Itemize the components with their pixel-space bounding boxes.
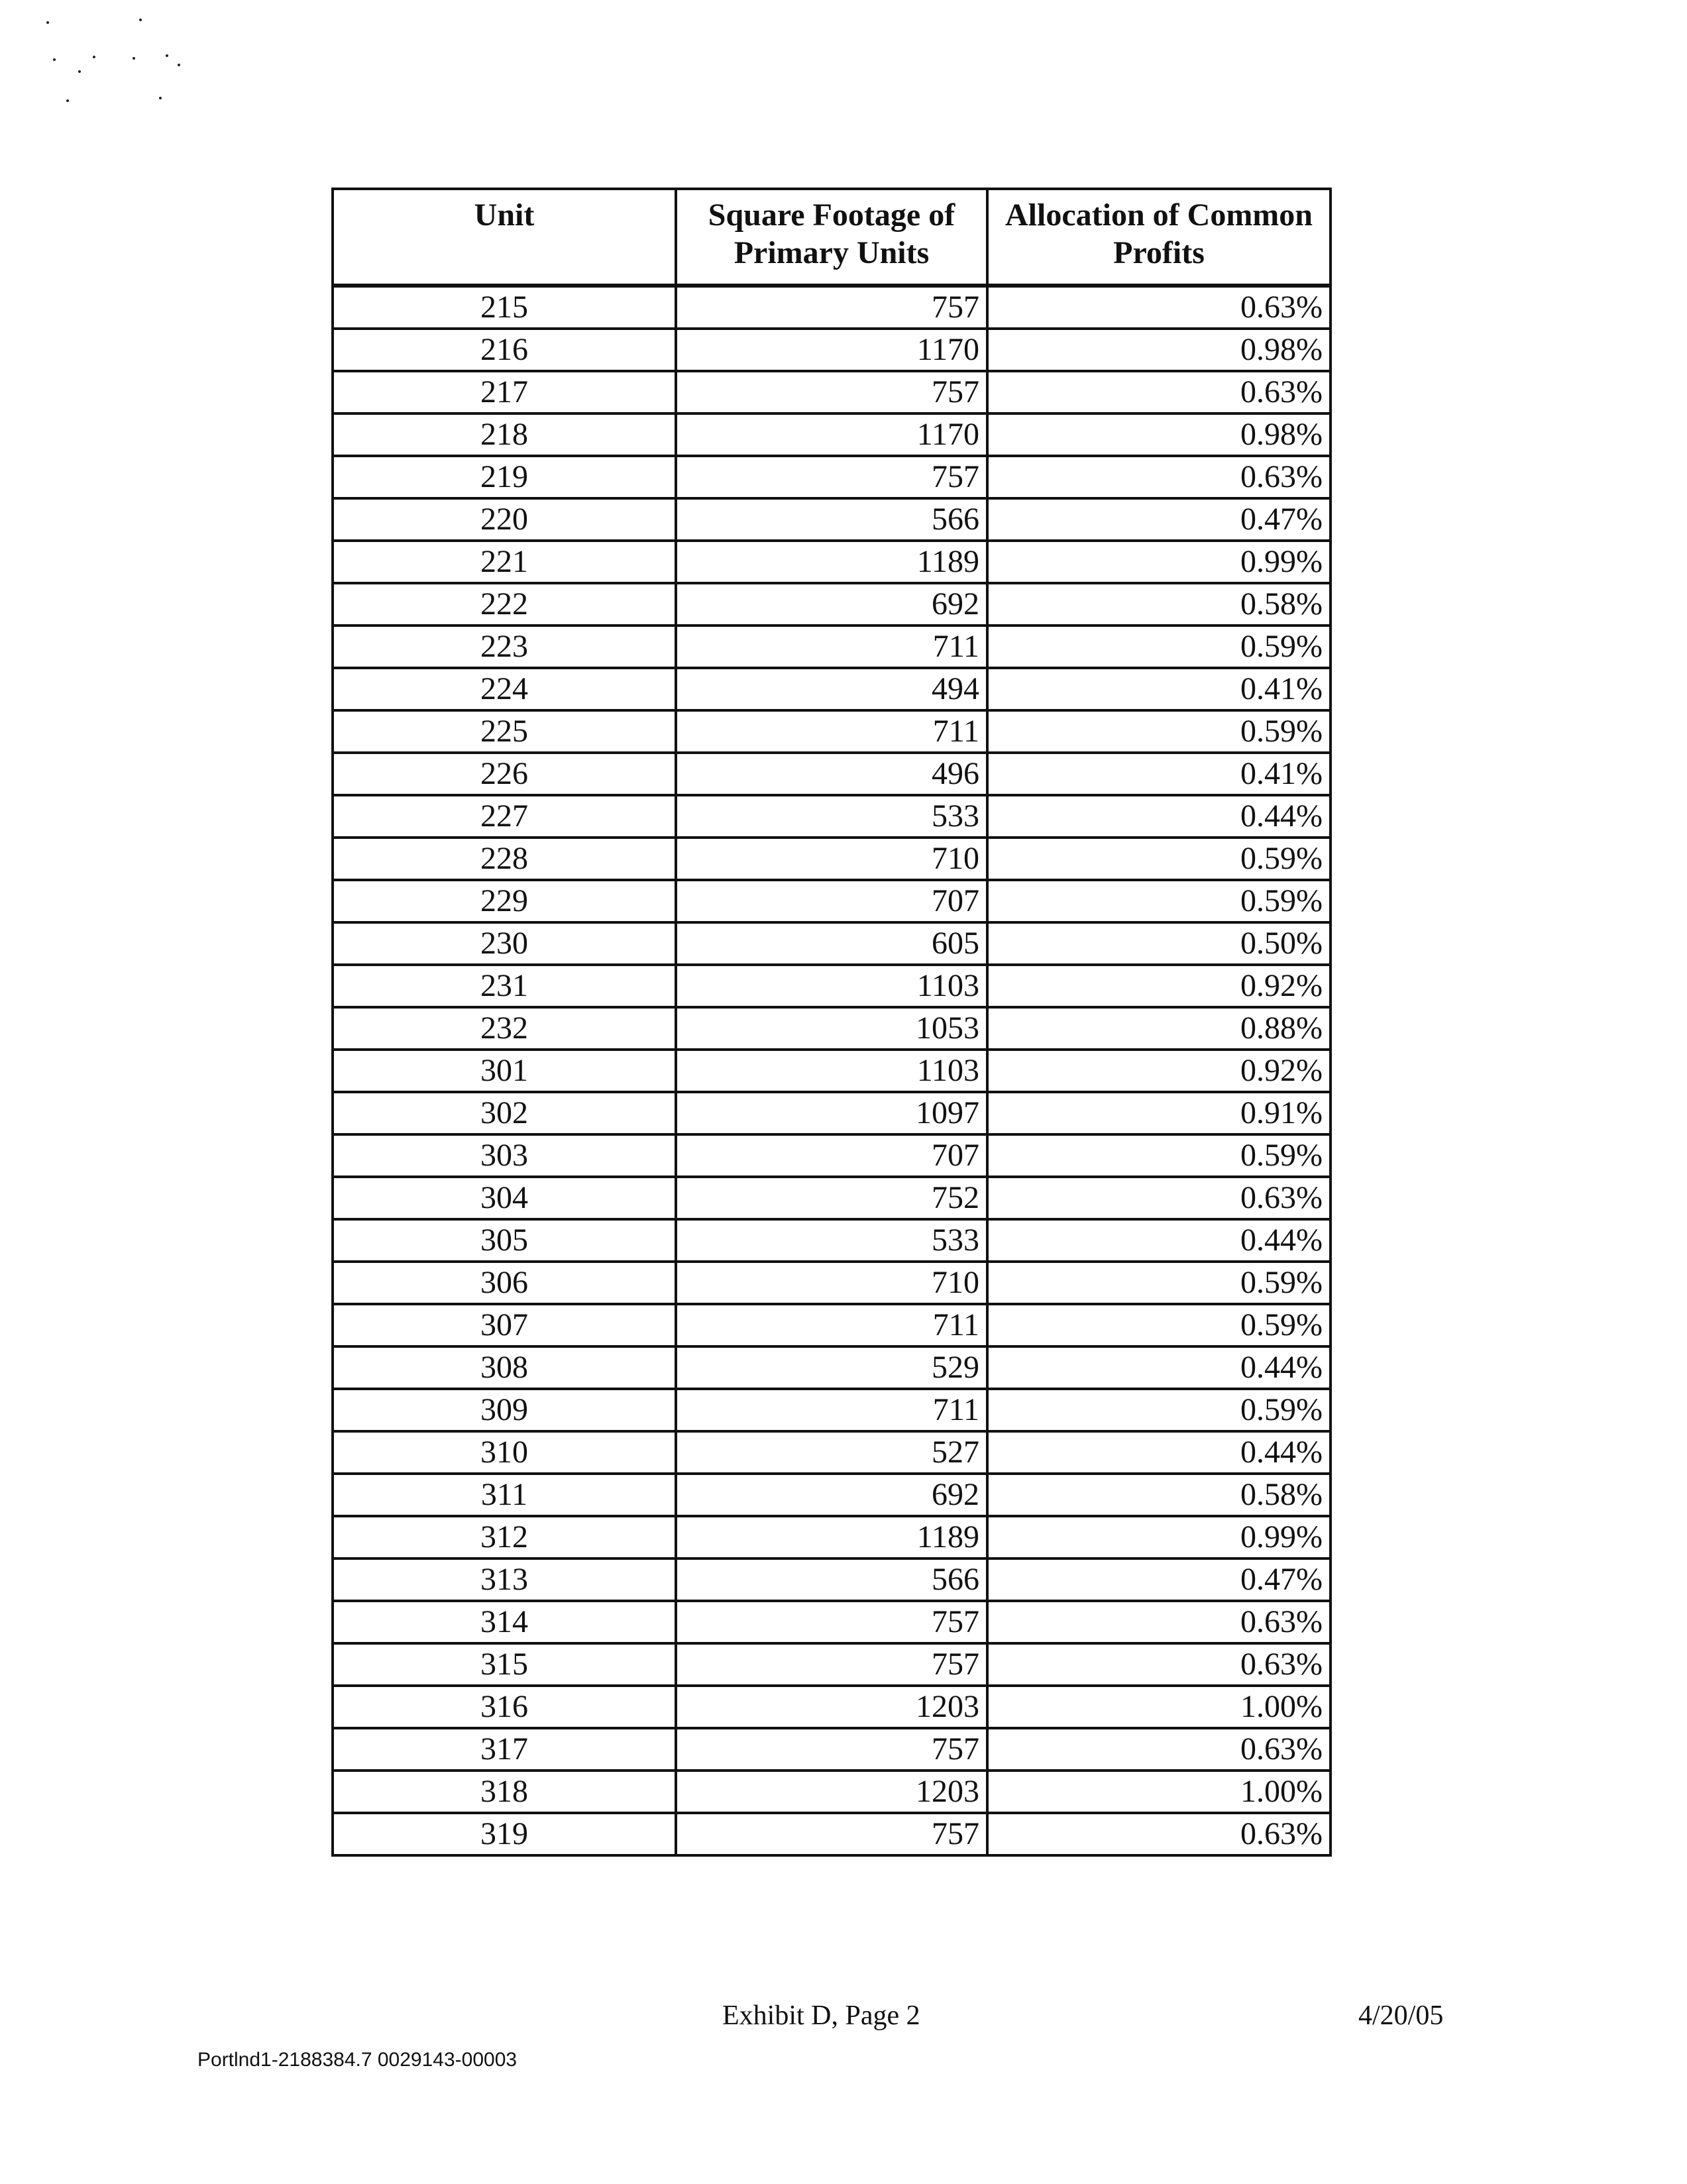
scan-speck xyxy=(166,54,168,57)
unit-cell: 316 xyxy=(333,1686,676,1728)
table-row xyxy=(333,1304,1331,1346)
allocation-percent-cell: 0.58% xyxy=(987,1474,1331,1516)
allocation-percent-cell: 0.98% xyxy=(987,413,1331,456)
square-footage-cell: 1170 xyxy=(676,329,987,371)
scan-speck xyxy=(159,97,162,99)
table-row xyxy=(333,880,1331,922)
square-footage-cell: 692 xyxy=(676,1474,987,1516)
allocation-percent-cell: 0.59% xyxy=(987,1304,1331,1346)
allocation-percent-cell: 0.41% xyxy=(987,753,1331,795)
allocation-percent-cell: 0.44% xyxy=(987,1346,1331,1389)
unit-cell: 219 xyxy=(333,456,676,498)
table-row xyxy=(333,1389,1331,1431)
table-row xyxy=(333,1050,1331,1092)
scan-speck xyxy=(133,57,135,60)
table-header-row xyxy=(333,189,1331,286)
table-row xyxy=(333,456,1331,498)
header-alloc-line2: Profits xyxy=(1113,235,1205,270)
unit-cell: 302 xyxy=(333,1092,676,1134)
square-footage-cell: 1189 xyxy=(676,1516,987,1558)
square-footage-cell: 757 xyxy=(676,1643,987,1686)
table-row xyxy=(333,1134,1331,1177)
square-footage-cell: 494 xyxy=(676,668,987,710)
unit-cell: 306 xyxy=(333,1262,676,1304)
allocation-percent-cell: 0.99% xyxy=(987,541,1331,583)
table-row xyxy=(333,753,1331,795)
scan-speck xyxy=(178,64,180,66)
table-row xyxy=(333,1346,1331,1389)
table-row xyxy=(333,1092,1331,1134)
table-row xyxy=(333,1474,1331,1516)
unit-cell: 216 xyxy=(333,329,676,371)
allocation-percent-cell: 0.59% xyxy=(987,1134,1331,1177)
header-unit xyxy=(333,189,676,286)
square-footage-cell: 711 xyxy=(676,1389,987,1431)
allocation-percent-cell: 0.58% xyxy=(987,583,1331,626)
scan-speck xyxy=(46,21,49,24)
unit-cell: 227 xyxy=(333,795,676,838)
square-footage-cell: 605 xyxy=(676,922,987,965)
allocation-percent-cell: 0.50% xyxy=(987,922,1331,965)
allocation-percent-cell: 0.63% xyxy=(987,1813,1331,1855)
square-footage-cell: 1053 xyxy=(676,1007,987,1050)
allocation-percent-cell: 0.98% xyxy=(987,329,1331,371)
table-row xyxy=(333,626,1331,668)
square-footage-cell: 1097 xyxy=(676,1092,987,1134)
table-row xyxy=(333,838,1331,880)
unit-cell: 225 xyxy=(333,710,676,753)
table-row xyxy=(333,1771,1331,1813)
square-footage-cell: 1189 xyxy=(676,541,987,583)
square-footage-cell: 496 xyxy=(676,753,987,795)
table-row xyxy=(333,1643,1331,1686)
allocation-percent-cell: 0.47% xyxy=(987,498,1331,541)
header-sqft-line2: Primary Units xyxy=(734,235,930,270)
unit-cell: 228 xyxy=(333,838,676,880)
exhibit-page-label: Exhibit D, Page 2 xyxy=(722,2000,920,2031)
unit-cell: 301 xyxy=(333,1050,676,1092)
table-row xyxy=(333,286,1331,329)
square-footage-cell: 707 xyxy=(676,1134,987,1177)
allocation-percent-cell: 0.63% xyxy=(987,1601,1331,1643)
unit-cell: 218 xyxy=(333,413,676,456)
allocation-percent-cell: 0.59% xyxy=(987,1389,1331,1431)
square-footage-cell: 711 xyxy=(676,710,987,753)
allocation-percent-cell: 0.63% xyxy=(987,456,1331,498)
unit-cell: 222 xyxy=(333,583,676,626)
document-id: Portlnd1-2188384.7 0029143-00003 xyxy=(197,2049,517,2071)
allocation-percent-cell: 0.41% xyxy=(987,668,1331,710)
allocation-percent-cell: 0.44% xyxy=(987,1219,1331,1262)
scan-speck xyxy=(78,70,81,73)
table-row xyxy=(333,1219,1331,1262)
unit-cell: 226 xyxy=(333,753,676,795)
table-row xyxy=(333,795,1331,838)
allocation-percent-cell: 0.59% xyxy=(987,626,1331,668)
square-footage-cell: 757 xyxy=(676,286,987,329)
header-alloc-line1: Allocation of Common xyxy=(1005,197,1313,233)
table-row xyxy=(333,1686,1331,1728)
square-footage-cell: 1203 xyxy=(676,1771,987,1813)
allocation-percent-cell: 0.59% xyxy=(987,838,1331,880)
allocation-percent-cell: 0.99% xyxy=(987,1516,1331,1558)
allocation-percent-cell: 0.44% xyxy=(987,1431,1331,1474)
allocation-percent-cell: 0.47% xyxy=(987,1558,1331,1601)
table-row xyxy=(333,1728,1331,1771)
table-row xyxy=(333,1007,1331,1050)
table-row xyxy=(333,965,1331,1007)
square-footage-cell: 1103 xyxy=(676,965,987,1007)
scan-speck xyxy=(53,58,56,61)
allocation-percent-cell: 0.92% xyxy=(987,965,1331,1007)
square-footage-cell: 566 xyxy=(676,1558,987,1601)
table-row xyxy=(333,1558,1331,1601)
square-footage-cell: 1203 xyxy=(676,1686,987,1728)
unit-cell: 311 xyxy=(333,1474,676,1516)
unit-cell: 313 xyxy=(333,1558,676,1601)
unit-cell: 317 xyxy=(333,1728,676,1771)
table-row xyxy=(333,371,1331,413)
unit-cell: 319 xyxy=(333,1813,676,1855)
square-footage-cell: 710 xyxy=(676,838,987,880)
square-footage-cell: 752 xyxy=(676,1177,987,1219)
unit-cell: 215 xyxy=(333,286,676,329)
table-row xyxy=(333,1177,1331,1219)
table-row xyxy=(333,583,1331,626)
allocation-percent-cell: 0.59% xyxy=(987,710,1331,753)
square-footage-cell: 1103 xyxy=(676,1050,987,1092)
scan-speck xyxy=(93,56,95,58)
unit-cell: 220 xyxy=(333,498,676,541)
unit-cell: 312 xyxy=(333,1516,676,1558)
unit-cell: 314 xyxy=(333,1601,676,1643)
table-body xyxy=(333,286,1331,1855)
table-row xyxy=(333,1601,1331,1643)
square-footage-cell: 527 xyxy=(676,1431,987,1474)
table-row xyxy=(333,329,1331,371)
table-row xyxy=(333,1813,1331,1855)
scan-speck xyxy=(66,99,69,102)
header-square-footage xyxy=(676,189,987,286)
unit-cell: 305 xyxy=(333,1219,676,1262)
allocation-percent-cell: 0.63% xyxy=(987,371,1331,413)
unit-cell: 229 xyxy=(333,880,676,922)
table-row xyxy=(333,668,1331,710)
square-footage-cell: 529 xyxy=(676,1346,987,1389)
unit-cell: 309 xyxy=(333,1389,676,1431)
allocation-percent-cell: 0.91% xyxy=(987,1092,1331,1134)
table-row xyxy=(333,541,1331,583)
square-footage-cell: 707 xyxy=(676,880,987,922)
allocation-percent-cell: 1.00% xyxy=(987,1771,1331,1813)
table-row xyxy=(333,498,1331,541)
unit-cell: 310 xyxy=(333,1431,676,1474)
table-row xyxy=(333,413,1331,456)
allocation-percent-cell: 0.59% xyxy=(987,880,1331,922)
scan-speck xyxy=(139,19,142,21)
allocation-percent-cell: 0.88% xyxy=(987,1007,1331,1050)
allocation-table xyxy=(331,188,1332,1857)
table-row xyxy=(333,922,1331,965)
square-footage-cell: 1170 xyxy=(676,413,987,456)
square-footage-cell: 757 xyxy=(676,371,987,413)
table-row xyxy=(333,1431,1331,1474)
allocation-percent-cell: 1.00% xyxy=(987,1686,1331,1728)
allocation-percent-cell: 0.59% xyxy=(987,1262,1331,1304)
unit-cell: 303 xyxy=(333,1134,676,1177)
header-allocation xyxy=(987,189,1331,286)
allocation-percent-cell: 0.63% xyxy=(987,1177,1331,1219)
table-row xyxy=(333,1262,1331,1304)
unit-cell: 224 xyxy=(333,668,676,710)
unit-cell: 230 xyxy=(333,922,676,965)
unit-cell: 232 xyxy=(333,1007,676,1050)
square-footage-cell: 757 xyxy=(676,1728,987,1771)
unit-cell: 315 xyxy=(333,1643,676,1686)
square-footage-cell: 533 xyxy=(676,795,987,838)
unit-cell: 231 xyxy=(333,965,676,1007)
square-footage-cell: 692 xyxy=(676,583,987,626)
square-footage-cell: 757 xyxy=(676,1601,987,1643)
square-footage-cell: 711 xyxy=(676,626,987,668)
unit-cell: 223 xyxy=(333,626,676,668)
unit-cell: 217 xyxy=(333,371,676,413)
header-sqft-line1: Square Footage of xyxy=(708,197,955,233)
square-footage-cell: 757 xyxy=(676,456,987,498)
allocation-percent-cell: 0.63% xyxy=(987,1643,1331,1686)
table-row xyxy=(333,1516,1331,1558)
unit-cell: 221 xyxy=(333,541,676,583)
footer-date: 4/20/05 xyxy=(1358,2000,1444,2031)
unit-cell: 307 xyxy=(333,1304,676,1346)
table-row xyxy=(333,710,1331,753)
allocation-percent-cell: 0.63% xyxy=(987,1728,1331,1771)
square-footage-cell: 710 xyxy=(676,1262,987,1304)
allocation-percent-cell: 0.44% xyxy=(987,795,1331,838)
square-footage-cell: 566 xyxy=(676,498,987,541)
square-footage-cell: 757 xyxy=(676,1813,987,1855)
square-footage-cell: 711 xyxy=(676,1304,987,1346)
allocation-percent-cell: 0.92% xyxy=(987,1050,1331,1092)
header-unit-label: Unit xyxy=(474,197,535,233)
unit-cell: 318 xyxy=(333,1771,676,1813)
square-footage-cell: 533 xyxy=(676,1219,987,1262)
unit-cell: 304 xyxy=(333,1177,676,1219)
allocation-percent-cell: 0.63% xyxy=(987,286,1331,329)
unit-cell: 308 xyxy=(333,1346,676,1389)
